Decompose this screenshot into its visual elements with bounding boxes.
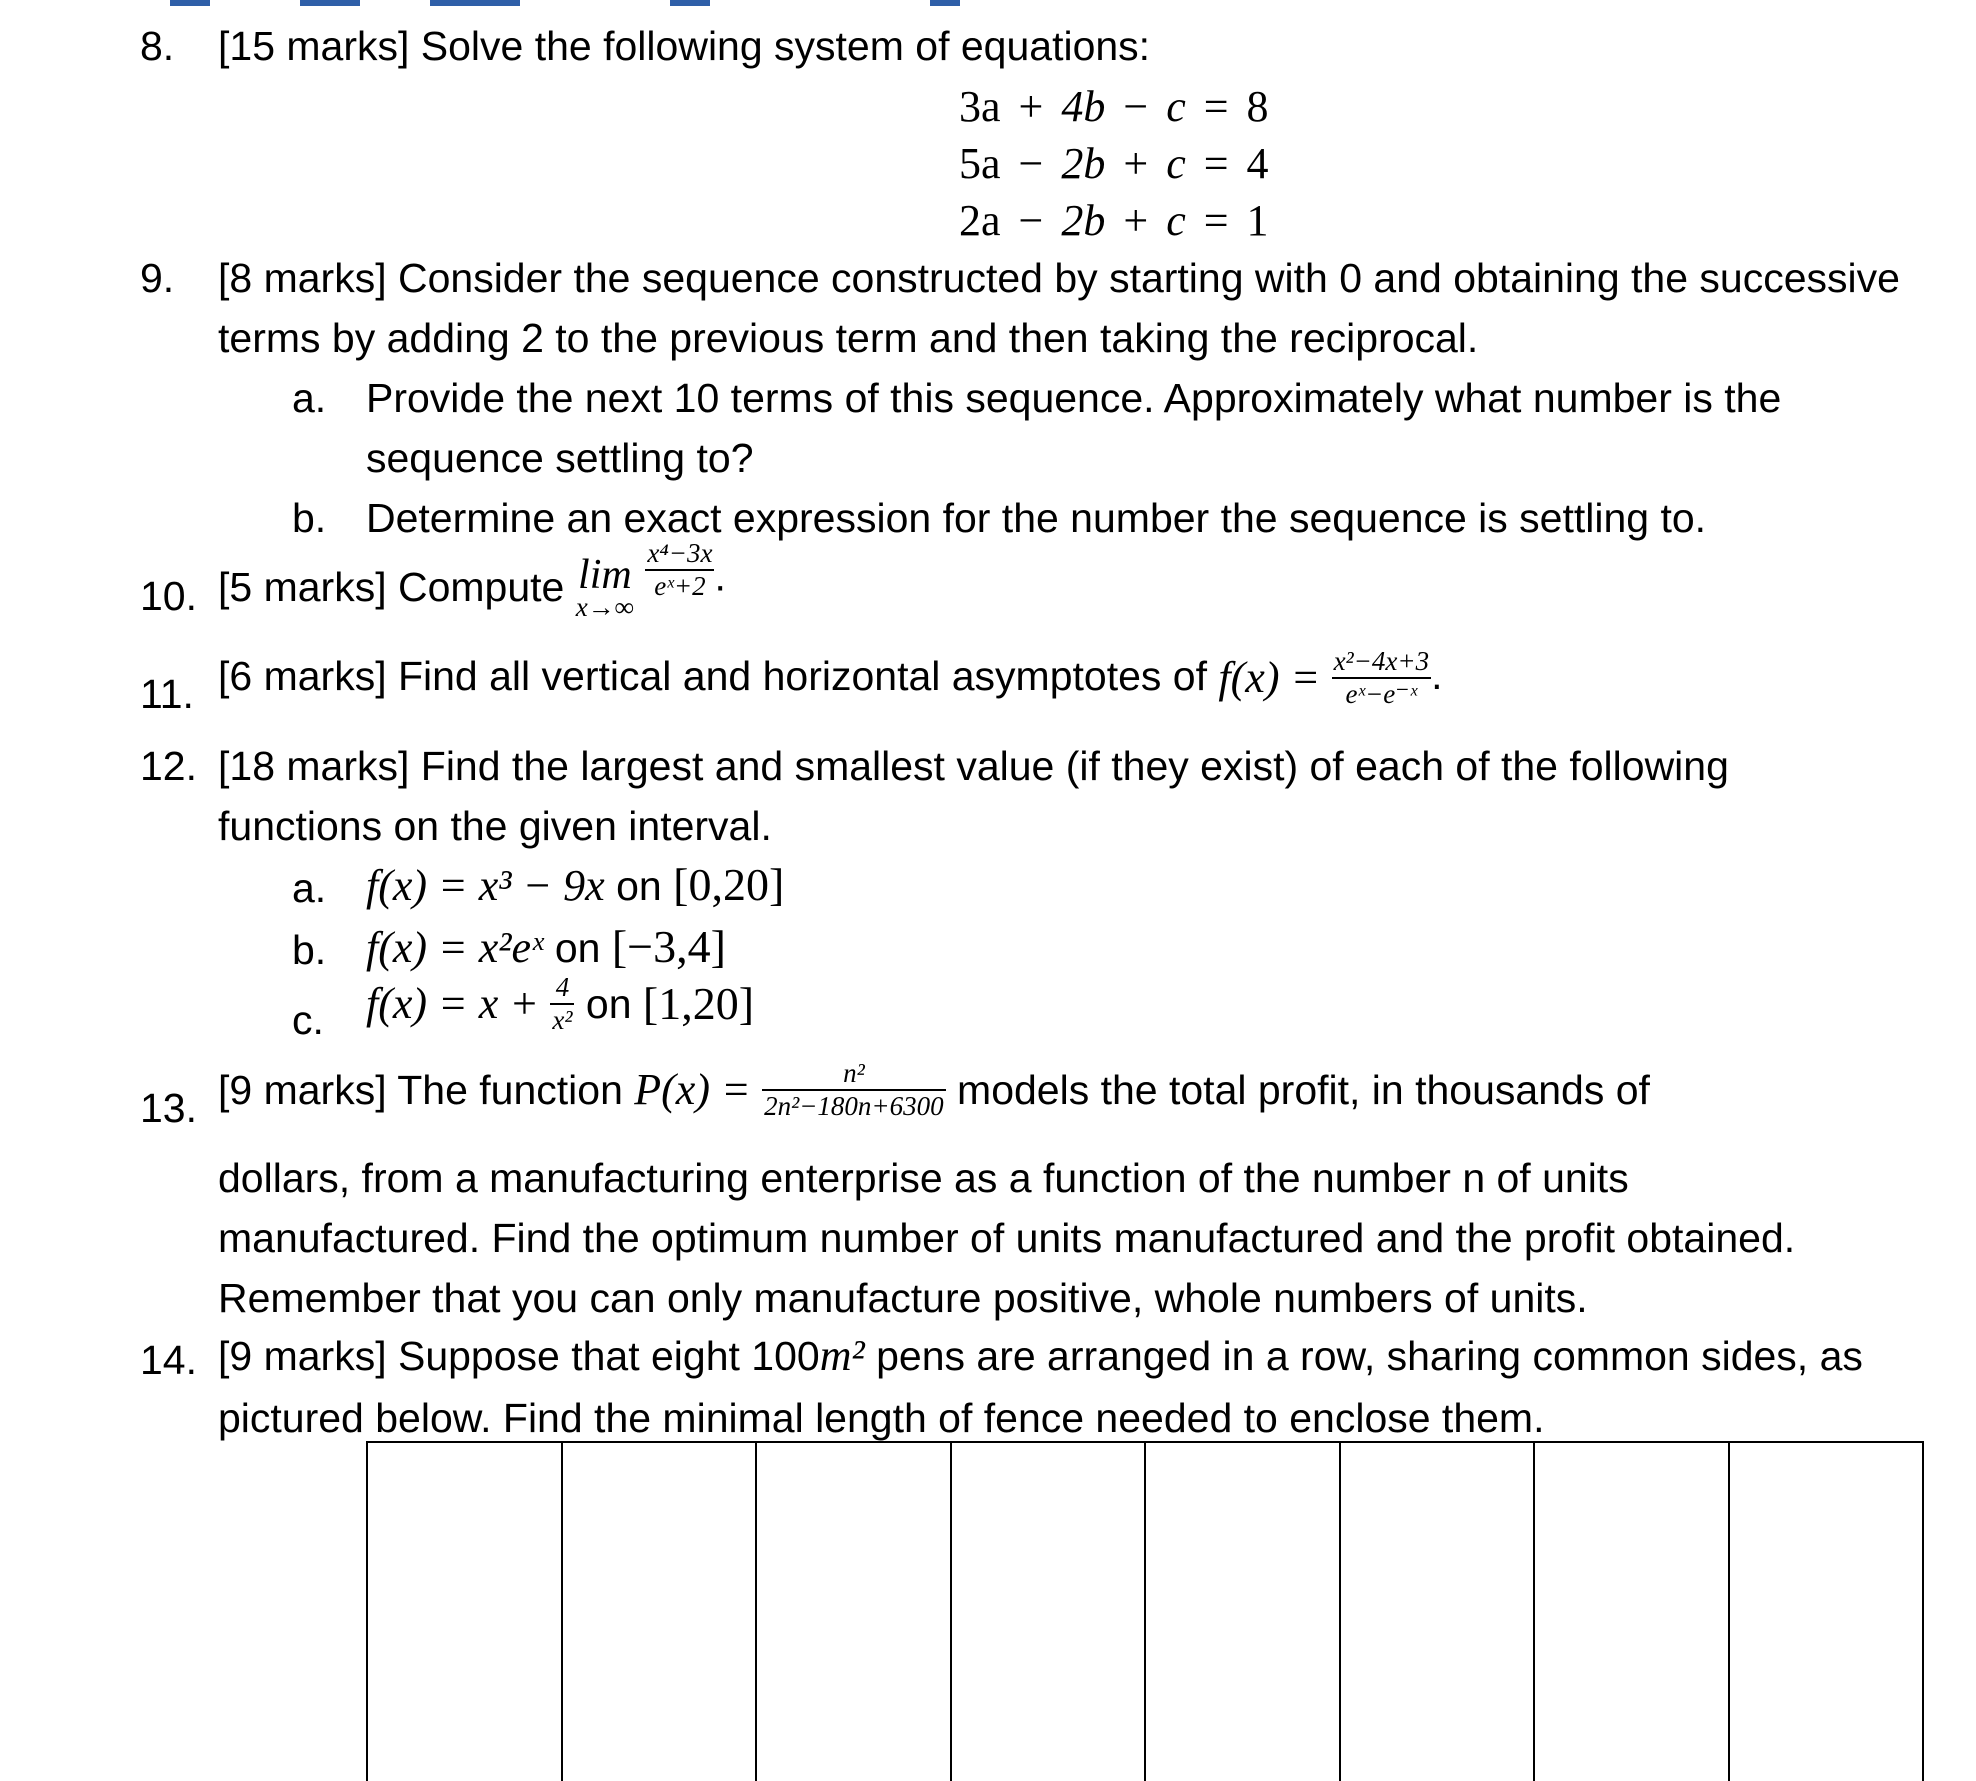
q13-fraction <box>762 1060 946 1120</box>
q12-line1: [18 marks] Find the largest and smallest value (if they exist) of each of the following <box>218 743 1729 789</box>
q10-fraction <box>645 537 714 601</box>
q14-unit: m² <box>819 1331 865 1380</box>
q9a-line1: Provide the next 10 terms of this sequence. Approximately what number is the <box>366 375 1782 421</box>
equation-row: 5a − 2b + c = 4 <box>959 139 1269 188</box>
q12b-expression <box>366 921 726 972</box>
lim-subscript: x→∞ <box>575 592 634 622</box>
q12-number: 12. <box>140 743 197 789</box>
q13-number: 13. <box>140 1085 197 1131</box>
limit-operator <box>576 554 634 621</box>
q12a-function: f(x) = x³ − 9x <box>366 861 605 910</box>
pens-diagram <box>366 1441 1924 1781</box>
q14-number: 14. <box>140 1337 197 1383</box>
pen-cell <box>1341 1443 1536 1781</box>
pen-cell <box>1535 1443 1730 1781</box>
q12a-on: on <box>616 863 662 909</box>
q14-line1 <box>218 1331 1863 1380</box>
q12c-label: c. <box>292 997 324 1043</box>
equation-row: 3a + 4b − c = 8 <box>959 82 1269 131</box>
q9-number: 9. <box>140 255 175 301</box>
q13-line2: dollars, from a manufacturing enterprise as a function of the number n of units <box>218 1155 1629 1201</box>
q8-number: 8. <box>140 23 175 69</box>
q11-text: [6 marks] Find all vertical and horizontal asymptotes of <box>218 652 1207 699</box>
q14-text-before: [9 marks] Suppose that eight 100 <box>218 1333 820 1379</box>
pen-cell <box>952 1443 1147 1781</box>
q13-line3: manufactured. Find the optimum number of units manufactured and the profit obtained. <box>218 1215 1796 1261</box>
q12c-fraction <box>550 974 574 1034</box>
q10-denominator: eˣ+2 <box>654 570 706 601</box>
q10-numerator: x⁴−3x <box>645 540 714 571</box>
pen-cell <box>1730 1443 1923 1781</box>
q12a-label: a. <box>292 865 327 911</box>
q11-period: . <box>1431 651 1443 698</box>
q12a-interval: [0,20] <box>673 859 785 910</box>
q11-numerator: x²−4x+3 <box>1332 648 1432 679</box>
q11-fx: f(x) = <box>1218 653 1321 702</box>
q11-denominator: eˣ−e⁻ˣ <box>1345 679 1418 709</box>
q13-line4: Remember that you can only manufacture positive, whole numbers of units. <box>218 1275 1588 1321</box>
q12a-expression <box>366 859 785 910</box>
lim-word: lim <box>578 552 632 598</box>
pen-cell <box>1146 1443 1341 1781</box>
q8-system-of-equations <box>950 78 1278 249</box>
equation-row: 2a − 2b + c = 1 <box>959 196 1269 245</box>
q12-line2: functions on the given interval. <box>218 803 772 849</box>
q9b-label: b. <box>292 495 327 541</box>
q10-text: [5 marks] Compute <box>218 564 565 610</box>
q12c-numerator: 4 <box>550 974 574 1005</box>
q9-line1: [8 marks] Consider the sequence constructed by starting with 0 and obtaining the successive <box>218 255 1900 301</box>
q12c-expression <box>366 974 754 1034</box>
q9a-label: a. <box>292 375 327 421</box>
cropped-previous-line <box>150 0 970 6</box>
q13-text: [9 marks] The function <box>218 1066 623 1113</box>
pen-cell <box>757 1443 952 1781</box>
q13-text-line <box>218 1060 1650 1120</box>
q10-number: 10. <box>140 573 197 619</box>
q14-line2: pictured below. Find the minimal length of fence needed to enclose them. <box>218 1395 1545 1441</box>
q12c-interval: [1,20] <box>642 978 755 1029</box>
q12b-label: b. <box>292 927 327 973</box>
pen-cell <box>563 1443 758 1781</box>
q11-text-line <box>218 648 1442 708</box>
q12c-function: f(x) = x + <box>366 979 539 1028</box>
q10-text-line <box>218 537 726 622</box>
q12c-denominator: x² <box>552 1005 573 1035</box>
q14-text-after: pens are arranged in a row, sharing common sides, as <box>876 1333 1863 1379</box>
q12b-function: f(x) = x²eˣ <box>366 923 544 972</box>
q11-fraction <box>1332 648 1432 708</box>
q13-numerator: n² <box>762 1060 946 1091</box>
q11-number: 11. <box>140 671 194 717</box>
q13-fx: P(x) = <box>634 1065 751 1114</box>
q9b-text: Determine an exact expression for the number the sequence is settling to. <box>366 495 1707 541</box>
q12b-on: on <box>554 925 601 971</box>
q9a-line2: sequence settling to? <box>366 435 754 481</box>
q12c-on: on <box>585 980 632 1027</box>
q9-line2: terms by adding 2 to the previous term and then taking the reciprocal. <box>218 315 1479 361</box>
q8-text: [15 marks] Solve the following system of equations: <box>218 23 1151 69</box>
q10-period: . <box>714 553 726 600</box>
q13-text-after: models the total profit, in thousands of <box>957 1066 1650 1113</box>
q13-denominator: 2n²−180n+6300 <box>764 1091 944 1121</box>
pen-cell <box>368 1443 563 1781</box>
q12b-interval: [−3,4] <box>611 921 726 972</box>
